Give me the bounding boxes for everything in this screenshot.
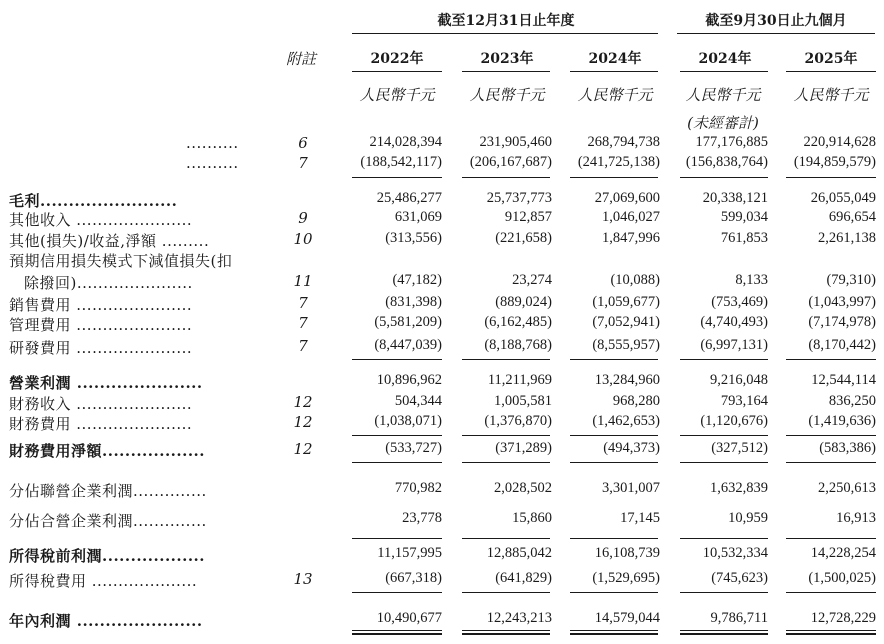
row-value: 13,284,960 [594,372,660,388]
unit-label: 人民幣千元 [793,86,869,104]
row-note: 7 [298,294,308,312]
subtotal-rule [462,538,550,539]
row-value: (194,859,579) [793,154,876,170]
year-header: 2024年 [588,51,642,67]
subtotal-rule [680,538,768,539]
row-label: 財務收入 ...................... [9,395,193,413]
subtotal-rule [786,177,876,178]
row-value: (47,182) [392,272,442,288]
row-value: 9,786,711 [710,610,768,626]
row-value: 20,338,121 [702,190,768,206]
unit-label: 人民幣千元 [359,86,435,104]
header-rule-annual [352,33,658,34]
subtotal-rule [680,462,768,463]
subtotal-rule [352,359,442,360]
total-double-rule [570,633,658,635]
row-value: 17,145 [620,510,660,526]
row-value: 16,108,739 [594,545,660,561]
year-header: 2025年 [804,51,858,67]
subtotal-rule [462,435,550,436]
subtotal-rule [352,592,442,593]
row-label: 所得稅前利潤.................. [9,547,205,565]
row-value: 504,344 [394,393,442,409]
subtotal-rule [462,359,550,360]
row-value: 177,176,885 [695,134,768,150]
subtotal-rule [352,462,442,463]
row-value: 16,913 [836,510,876,526]
row-label: 財務費用 ...................... [9,415,193,433]
row-value: (745,623) [711,570,768,586]
row-value: 27,069,600 [594,190,660,206]
row-note: 9 [298,209,308,227]
row-value: 10,959 [728,510,768,526]
subtotal-rule [462,177,550,178]
row-value: 10,532,334 [702,545,768,561]
row-value: 11,211,969 [487,372,552,388]
row-value: 836,250 [828,393,876,409]
row-value: (327,512) [711,440,768,456]
row-value: 2,250,613 [818,480,876,496]
row-value: (641,829) [495,570,552,586]
year-header: 2024年 [698,51,752,67]
row-value: 3,301,007 [602,480,660,496]
row-value: 268,794,738 [587,134,660,150]
row-value: (7,052,941) [592,314,660,330]
row-value: (156,838,764) [685,154,768,170]
row-value: 10,896,962 [376,372,442,388]
row-value: 793,164 [720,393,768,409]
row-note: 7 [298,314,308,332]
row-value: (188,542,117) [360,154,442,170]
subtotal-rule [570,177,658,178]
row-value: (8,170,442) [808,337,876,353]
row-value: 1,632,839 [710,480,768,496]
row-value: (241,725,138) [577,154,660,170]
row-value: (1,059,677) [592,294,660,310]
row-note: 10 [293,230,313,248]
row-value: 14,579,044 [594,610,660,626]
year-header: 2023年 [480,51,534,67]
row-value: (8,555,957) [592,337,660,353]
row-value: (1,500,025) [808,570,876,586]
row-note: 11 [293,272,313,290]
total-double-rule [462,633,550,635]
row-value: 25,737,773 [486,190,552,206]
year-rule [570,71,658,72]
row-value: (494,373) [603,440,660,456]
subtotal-rule [352,177,442,178]
year-rule [680,71,768,72]
row-value: 1,847,996 [602,230,660,246]
row-value: (1,462,653) [592,413,660,429]
total-double-rule [786,633,876,635]
row-value: 220,914,628 [803,134,876,150]
header-group-annual: 截至12月31日止年度 [437,13,575,29]
row-value: (4,740,493) [700,314,768,330]
total-double-rule [352,633,442,635]
row-value: 770,982 [394,480,442,496]
row-value: 696,654 [828,209,876,225]
subtotal-rule [570,435,658,436]
subtotal-rule [462,592,550,593]
row-label: 分佔聯營企業利潤.............. [9,482,207,500]
subtotal-rule [680,435,768,436]
row-value: (221,658) [495,230,552,246]
row-value: (1,038,071) [374,413,442,429]
row-value: 12,728,229 [810,610,876,626]
row-note: 12 [293,393,313,411]
row-value: (8,447,039) [374,337,442,353]
subtotal-rule [570,462,658,463]
row-value: (7,174,978) [808,314,876,330]
row-label: 其他收入 ...................... [9,211,193,229]
subtotal-rule [352,435,442,436]
row-note: 7 [298,337,308,355]
subtotal-rule [786,359,876,360]
row-label: 研發費用 ...................... [9,339,193,357]
subtotal-rule [570,359,658,360]
subtotal-rule [570,592,658,593]
subtotal-rule [462,462,550,463]
total-double-rule [680,633,768,635]
row-value: 912,857 [504,209,552,225]
row-value: (10,088) [610,272,660,288]
total-rule [680,630,768,631]
row-value: (1,043,997) [808,294,876,310]
row-value: 12,885,042 [486,545,552,561]
row-note: 12 [293,440,313,458]
row-value: 11,157,995 [377,545,442,561]
row-value: 9,216,048 [710,372,768,388]
row-note: 7 [298,154,308,172]
row-value: 599,034 [720,209,768,225]
row-value: (1,419,636) [808,413,876,429]
row-value: (533,727) [385,440,442,456]
total-rule [570,630,658,631]
row-value: (313,556) [385,230,442,246]
year-rule [352,71,442,72]
row-note: 6 [298,134,308,152]
row-value: 25,486,277 [376,190,442,206]
row-label: 財務費用淨額.................. [9,442,205,460]
row-value: 631,069 [394,209,442,225]
row-label: 毛利........................ [9,192,178,210]
row-value: 12,544,114 [811,372,876,388]
row-value: (79,310) [826,272,876,288]
unit-label: 人民幣千元 [469,86,545,104]
row-value: (5,581,209) [374,314,442,330]
total-rule [786,630,876,631]
year-rule [462,71,550,72]
row-value: (6,997,131) [700,337,768,353]
subtotal-rule [786,462,876,463]
row-label-line1: 預期信用損失模式下減值損失(扣 [9,252,233,270]
row-label: 管理費用 ...................... [9,316,193,334]
row-value: (583,386) [819,440,876,456]
row-value: 1,005,581 [494,393,552,409]
subtotal-rule [786,435,876,436]
row-value: (1,376,870) [484,413,552,429]
row-label: 所得稅費用 .................... [9,572,198,590]
row-value: 2,261,138 [818,230,876,246]
row-value: 761,853 [720,230,768,246]
unit-label: 人民幣千元 [685,86,761,104]
row-value: 23,274 [512,272,552,288]
subtotal-rule [680,592,768,593]
row-value: (6,162,485) [484,314,552,330]
row-label: 除撥回)...................... [24,274,193,292]
year-header: 2022年 [370,51,424,67]
row-value: 12,243,213 [486,610,552,626]
row-value: 968,280 [612,393,660,409]
subtotal-rule [352,538,442,539]
row-value: 214,028,394 [369,134,442,150]
row-value: (889,024) [495,294,552,310]
row-value: (371,289) [495,440,552,456]
row-label: 營業利潤 ...................... [9,374,203,392]
total-rule [352,630,442,631]
row-label: .......... [186,154,239,172]
note-column-header: 附註 [286,50,317,68]
subtotal-rule [786,538,876,539]
row-value: (1,529,695) [592,570,660,586]
row-value: (753,469) [711,294,768,310]
row-value: (206,167,687) [469,154,552,170]
subtotal-rule [680,359,768,360]
unit-label: 人民幣千元 [577,86,653,104]
unaudited-label: (未經審計) [687,114,759,132]
row-note: 12 [293,413,313,431]
row-value: 23,778 [402,510,442,526]
row-value: (667,318) [385,570,442,586]
header-group-nine-months: 截至9月30日止九個月 [705,13,847,29]
row-value: 2,028,502 [494,480,552,496]
row-label: 年內利潤 ...................... [9,612,203,630]
row-value: (831,398) [385,294,442,310]
total-rule [462,630,550,631]
row-label: 其他(損失)/收益,淨額 ......... [9,232,210,250]
row-value: 8,133 [735,272,768,288]
header-rule-nine-months [677,33,875,34]
row-label: 分佔合營企業利潤.............. [9,512,207,530]
subtotal-rule [570,538,658,539]
row-value: 14,228,254 [810,545,876,561]
subtotal-rule [786,592,876,593]
row-value: 231,905,460 [479,134,552,150]
row-value: (8,188,768) [484,337,552,353]
row-value: 15,860 [512,510,552,526]
row-note: 13 [293,570,313,588]
row-value: 10,490,677 [376,610,442,626]
row-value: 26,055,049 [810,190,876,206]
row-value: (1,120,676) [700,413,768,429]
row-label: .......... [186,134,239,152]
row-label: 銷售費用 ...................... [9,296,193,314]
row-value: 1,046,027 [602,209,660,225]
year-rule [786,71,876,72]
subtotal-rule [680,177,768,178]
